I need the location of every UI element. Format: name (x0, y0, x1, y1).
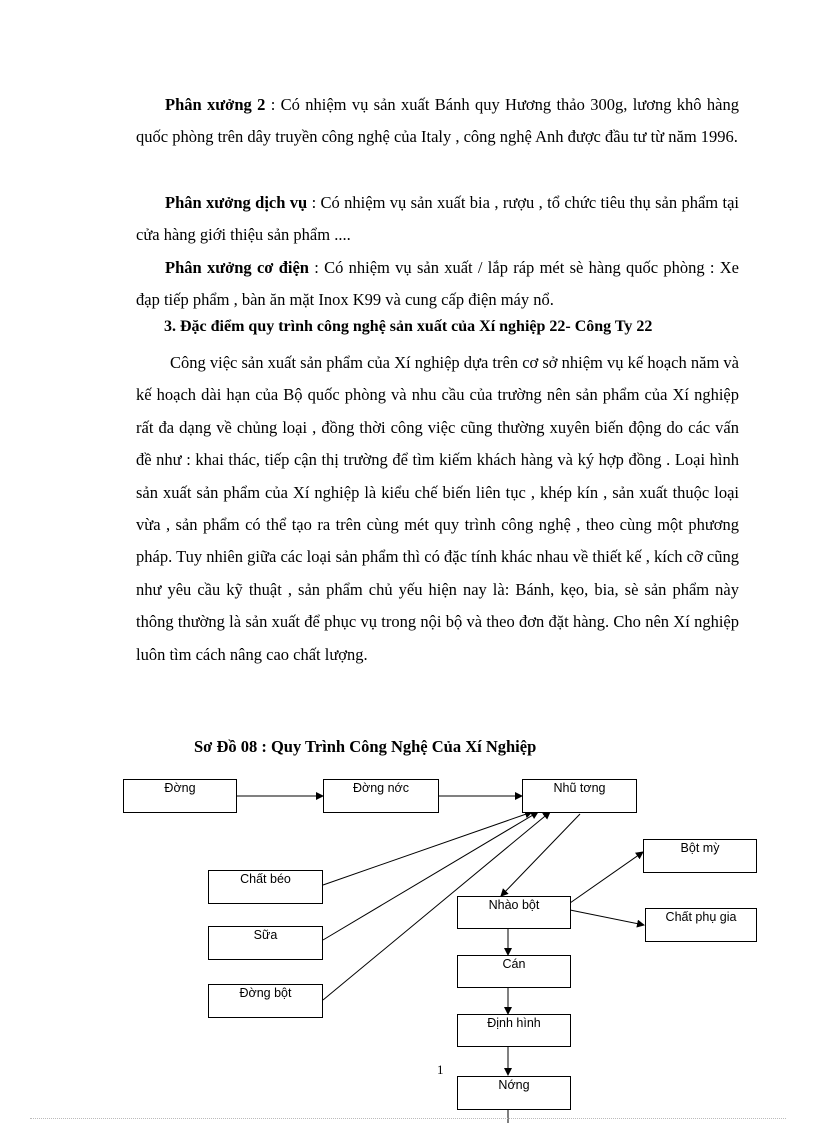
label-phan-xuong-dich-vu: Phân xưởng dịch vụ (165, 193, 308, 212)
diagram-title: Sơ Đồ 08 : Quy Trình Công Nghệ Của Xí Nghiệp (194, 737, 537, 756)
arrow-chat-beo-to-nhu-tuong (323, 812, 532, 885)
page-number: 1 (437, 1062, 444, 1077)
box-chat-phu-gia: Chất phụ gia (645, 908, 757, 942)
box-duong-nuoc: Đờng nớc (323, 779, 439, 813)
paragraph-cong-viec-san-xuat: Công việc sản xuất sản phẩm của Xí nghiệp dựa trên cơ sở nhiệm vụ kế hoạch năm và kế hoạch dài hạn của Bộ quốc phòng và nhu cầu của trường nên sản phẩm của Xí nghiệp rất đa dạng về chủng loại , đồng thời công việc cũng thường xuyên biến động do các vấn đề như : khai thác, tiếp cận thị trường để tìm kiếm khách hàng và ký hợp đồng . Loại hình sản xuất sản phẩm của Xí nghiệp là kiểu chế biến liên tục , khép kín , sản xuất thuộc loại vừa , sản phẩm có thể tạo ra trên cùng mét quy trình công nghệ , theo cùng một phương pháp. Tuy nhiên giữa các loại sản phẩm thì có đặc tính khác nhau về thiết kế , kích cỡ cũng như yêu cầu kỹ thuật , sản phẩm chủ yếu hiện nay là: Bánh, kẹo, bia, sè sản phẩm này thông thường là sản xuất để phục vụ trong nội bộ và theo đơn đặt hàng. Cho nên Xí nghiệp luôn tìm cách nâng cao chất lượng. (136, 353, 739, 664)
text-phan-xuong-2: : Có nhiệm vụ sản xuất Bánh quy Hương thảo 300g, lương khô hàng quốc phòng trên dây truyền công nghệ của Italy , công nghệ Anh được đầu tư từ năm 1996. (136, 95, 739, 147)
box-nhu-tuong: Nhũ tơng (522, 779, 637, 813)
label-phan-xuong-co-dien: Phân xưởng cơ điện (165, 258, 309, 277)
label-phan-xuong-2: Phân xưởng 2 (165, 95, 266, 114)
box-duong: Đờng (123, 779, 237, 813)
box-dinh-hinh: Định hình (457, 1014, 571, 1047)
arrow-nhao-bot-to-chat-phu-gia (570, 910, 644, 925)
page-bottom-dotted-line (30, 1118, 786, 1119)
box-nuong: Nớng (457, 1076, 571, 1110)
arrow-nhu-tuong-to-nhao-bot (501, 814, 580, 896)
box-bot-my: Bột mỳ (643, 839, 757, 873)
box-chat-beo: Chất béo (208, 870, 323, 904)
box-sua: Sữa (208, 926, 323, 960)
text-phan-xuong-co-dien: : Có nhiệm vụ sản xuất / lắp ráp mét sè hàng quốc phòng : Xe đạp tiếp phẩm , bàn ăn mặt Inox K99 và cung cấp điện máy nổ. (136, 258, 739, 310)
section-heading: 3. Đặc điểm quy trình công nghệ sản xuất của Xí nghiệp 22- Công Ty 22 (164, 318, 653, 335)
box-duong-bot: Đờng bột (208, 984, 323, 1018)
box-nhao-bot: Nhào bột (457, 896, 571, 929)
arrow-nhao-bot-to-bot-my (570, 852, 643, 903)
box-can: Cán (457, 955, 571, 988)
text-phan-xuong-dich-vu: : Có nhiệm vụ sản xuất bia , rượu , tổ chức tiêu thụ sản phẩm tại cửa hàng giới thiệu sản phẩm .... (136, 193, 739, 245)
